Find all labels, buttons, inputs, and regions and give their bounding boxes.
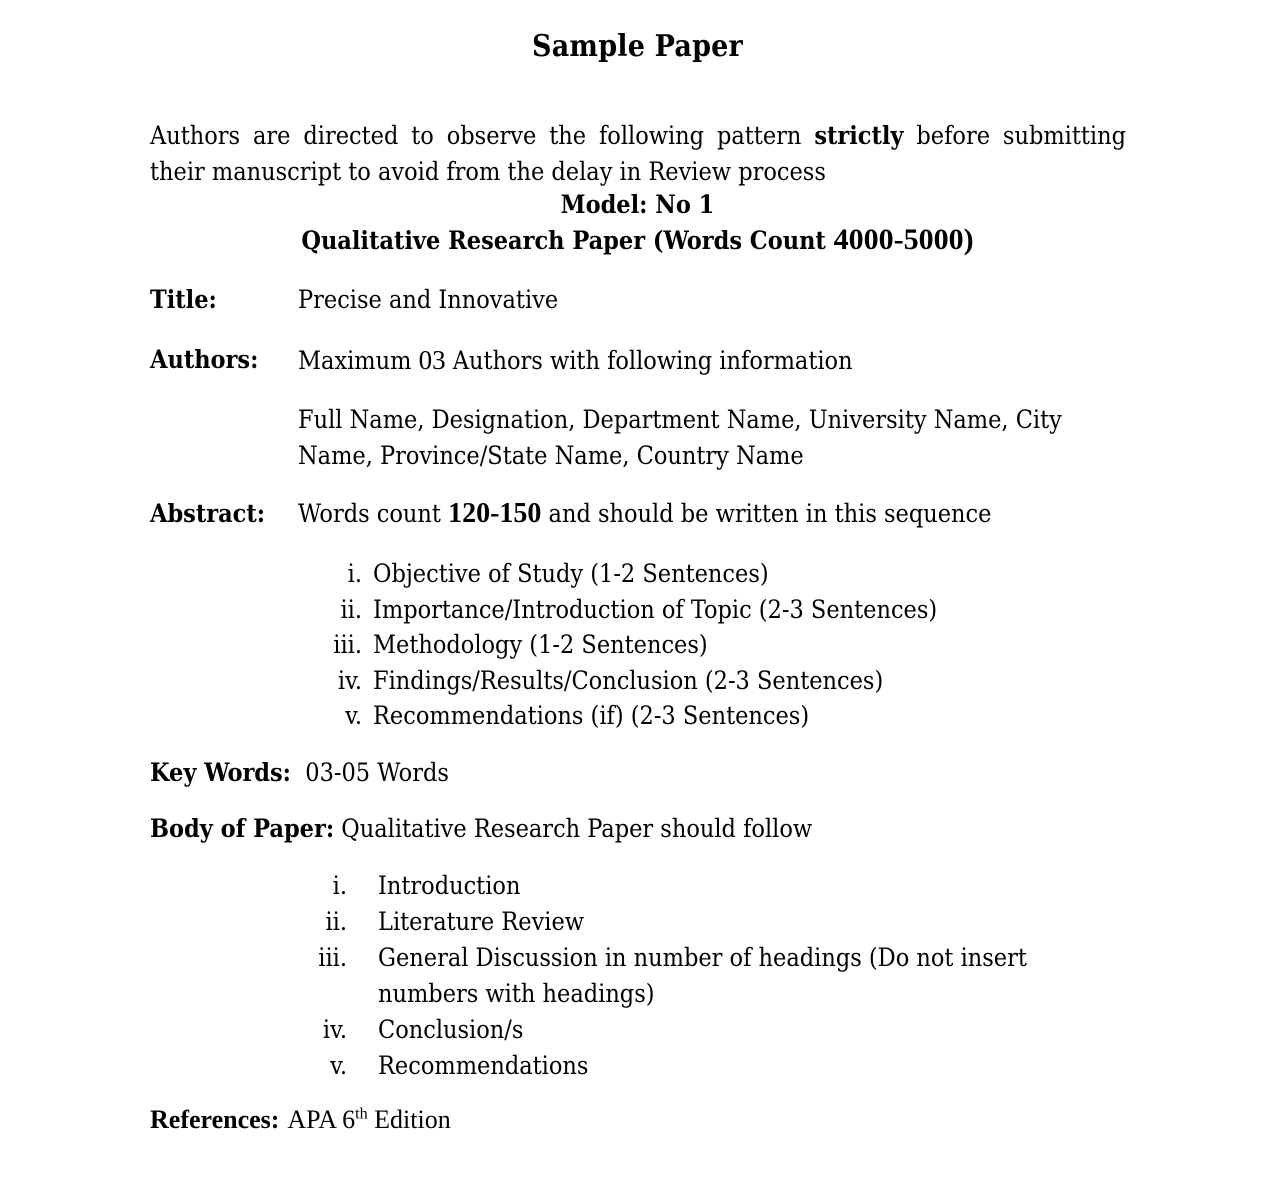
authors-value-before: Maximum [298,346,419,375]
references-label: References: [150,1105,280,1134]
list-item [0,1048,1275,1084]
list-item-label: Introduction [378,871,521,900]
list-item-numeral: i. [347,559,362,588]
field-row-body-of-paper [150,812,812,846]
abstract-value [298,497,991,531]
list-item [0,592,1275,628]
keywords-value: 03-05 Words [305,758,449,787]
list-item [0,627,1275,663]
intro-text-before: Authors are directed to observe the following pattern [150,121,815,150]
list-item-label: Recommendations (if) (2-3 Sentences) [373,701,810,730]
list-item-numeral: iii. [333,630,362,659]
list-item-numeral: ii. [325,907,347,936]
list-item [0,868,1275,904]
abstract-value-after: and should be written in this sequence [541,499,992,528]
abstract-label: Abstract: [150,499,266,528]
body-of-paper-list [0,868,1275,1084]
model-heading-block [0,187,1275,258]
list-item-numeral: v. [345,701,362,730]
list-item-numeral: i. [332,871,347,900]
list-item-label: Findings/Results/Conclusion (2-3 Sentences) [373,665,884,695]
list-item [0,904,1275,940]
field-row-keywords [150,756,449,790]
list-item-numeral: iv. [337,665,362,695]
model-type-line [0,222,1275,258]
references-value [287,1105,450,1134]
references-value-before: APA 6 [287,1105,356,1134]
list-item [0,663,1275,699]
authors-value-after: Authors with following information [445,346,853,375]
keywords-label: Key Words: [150,758,291,787]
page-title: Sample Paper [532,29,743,64]
list-item-numeral: ii. [340,594,362,624]
authors-value [298,343,853,378]
list-item-numeral: iii. [318,943,347,972]
model-type-text: Qualitative Research Paper (Words Count [301,226,834,255]
abstract-value-before: Words count [298,499,449,528]
list-item [0,698,1275,734]
body-of-paper-value: Qualitative Research Paper should follow [341,814,813,843]
list-item [0,940,1275,1012]
abstract-sequence-list [0,556,1275,734]
field-row-references [150,1103,451,1137]
list-item-label: General Discussion in number of headings (Do not insert numbers with headings) [378,943,1027,1008]
model-word-count: 4000-5000) [833,223,974,256]
list-item-numeral: v. [330,1051,347,1080]
abstract-word-count: 120-150 [448,498,542,529]
list-item-label: Importance/Introduction of Topic (2-3 Sentences) [373,594,938,624]
list-item [0,1012,1275,1048]
list-item-numeral: iv. [322,1015,347,1044]
list-item-label: Conclusion/s [378,1015,524,1044]
authors-max-count: 03 [418,345,446,375]
title-value: Precise and Innovative [298,285,559,314]
author-info-value: Full Name, Designation, Department Name, University Name, City Name, Province/State Name, Country Name [298,405,1062,470]
model-number-line: Model: No 1 [560,190,715,219]
intro-emphasis: strictly [814,121,904,150]
list-item-label: Recommendations [378,1051,589,1080]
list-item-label: Methodology (1-2 Sentences) [373,630,708,659]
authors-label: Authors: [150,345,259,374]
list-item-label: Objective of Study (1-2 Sentences) [373,559,769,588]
body-of-paper-label: Body of Paper: [150,814,335,843]
references-ordinal-suffix: th [355,1105,368,1123]
intro-paragraph [150,118,1126,190]
title-label: Title: [150,285,217,314]
list-item [0,556,1275,592]
list-item-label: Literature Review [378,907,585,936]
intro-text-after: before submitting their manuscript to avoid from the delay in Review process [150,121,1126,186]
references-value-after: Edition [367,1105,451,1134]
